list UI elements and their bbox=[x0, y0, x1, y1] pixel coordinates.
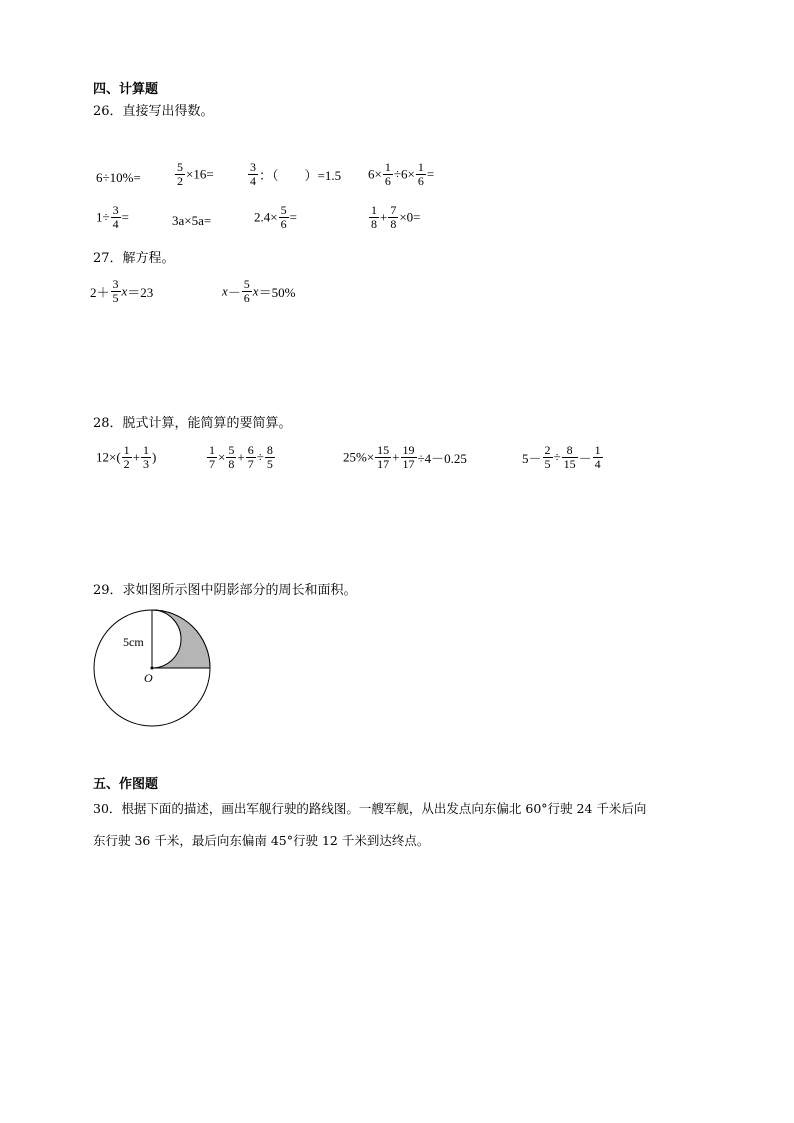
fraction: $\frac{2}{5}$ bbox=[544, 443, 551, 471]
q26-item-6: 3a×5a= bbox=[172, 213, 212, 228]
fraction: $\frac{8}{5}$ bbox=[266, 443, 273, 471]
q28-expression-2: $\frac{1}{7}$ × $\frac{5}{8}$ + $\frac{6}{7}$ ÷ $\frac{8}{5}$ bbox=[209, 443, 273, 471]
fraction: $\frac{1}{8}$ bbox=[371, 203, 377, 231]
q26-item-8: $\frac{1}{8}$ + $\frac{7}{8}$ ×0= bbox=[371, 203, 421, 231]
fraction: $\frac{1}{3}$ bbox=[143, 443, 150, 471]
fraction: $\frac{5}{8}$ bbox=[228, 443, 235, 471]
fraction: $\frac{3}{5}$ bbox=[112, 277, 119, 305]
q26-item-3: $\frac{3}{4}$ ：（ ）=1.5 bbox=[250, 160, 342, 188]
center-label: O bbox=[144, 671, 153, 685]
radius-label: 5cm bbox=[123, 635, 144, 649]
question-30-line-1: 30．根据下面的描述，画出军舰行驶的路线图。一艘军舰，从出发点向东偏北 60°行驶 24 千米后向 bbox=[93, 801, 647, 816]
q26-item-5: 1÷ $\frac{3}{4}$ = bbox=[96, 203, 129, 231]
q26-item-2: $\frac{5}{2}$ ×16= bbox=[177, 160, 214, 188]
circle-figure bbox=[88, 604, 218, 734]
section-heading-calculation: 四、计算题 bbox=[93, 82, 159, 97]
fraction: $\frac{1}{6}$ bbox=[417, 160, 424, 188]
fraction: $\frac{5}{2}$ bbox=[177, 160, 183, 188]
fraction: $\frac{15}{17}$ bbox=[377, 443, 390, 471]
q27-equation-1: 2＋ $\frac{3}{5}$ x＝23 bbox=[90, 277, 154, 305]
section-heading-drawing: 五、作图题 bbox=[93, 777, 159, 792]
fraction: $\frac{5}{6}$ bbox=[280, 203, 287, 231]
fraction: $\frac{6}{7}$ bbox=[247, 443, 254, 471]
question-30-line-2: 东行驶 36 千米，最后向东偏南 45°行驶 12 千米到达终点。 bbox=[93, 833, 430, 848]
fraction: $\frac{1}{4}$ bbox=[594, 443, 601, 471]
question-27-prompt: 27．解方程。 bbox=[93, 251, 175, 266]
q28-expression-1: 12×( $\frac{1}{2}$ + $\frac{1}{3}$ ) bbox=[96, 443, 157, 471]
q26-item-4: 6× $\frac{1}{6}$ ÷6× $\frac{1}{6}$ = bbox=[368, 160, 435, 188]
center-dot bbox=[151, 667, 154, 670]
q28-expression-3: 25%× $\frac{15}{17}$ + $\frac{19}{17}$ ÷4－0.25 bbox=[343, 443, 467, 471]
q27-equation-2: x－ $\frac{5}{6}$ x＝50% bbox=[222, 277, 296, 305]
fraction: $\frac{19}{17}$ bbox=[402, 443, 415, 471]
q28-expression-4: 5－ $\frac{2}{5}$ ÷ $\frac{8}{15}$ － $\frac{1}{4}$ bbox=[522, 443, 601, 471]
fraction: $\frac{1}{7}$ bbox=[209, 443, 215, 471]
q26-item-1: 6÷10%= bbox=[96, 170, 141, 185]
question-28-prompt: 28．脱式计算，能简算的要简算。 bbox=[93, 416, 292, 431]
fraction: $\frac{8}{15}$ bbox=[563, 443, 576, 471]
fraction: $\frac{1}{2}$ bbox=[123, 443, 130, 471]
question-26-prompt: 26．直接写出得数。 bbox=[93, 104, 214, 119]
fraction: $\frac{1}{6}$ bbox=[384, 160, 391, 188]
fraction: $\frac{3}{4}$ bbox=[112, 203, 119, 231]
fraction: $\frac{7}{8}$ bbox=[390, 203, 397, 231]
fraction: $\frac{3}{4}$ bbox=[250, 160, 256, 188]
q26-item-7: 2.4× $\frac{5}{6}$ = bbox=[254, 203, 297, 231]
question-29-prompt: 29．求如图所示图中阴影部分的周长和面积。 bbox=[93, 583, 357, 598]
fraction: $\frac{5}{6}$ bbox=[243, 277, 250, 305]
